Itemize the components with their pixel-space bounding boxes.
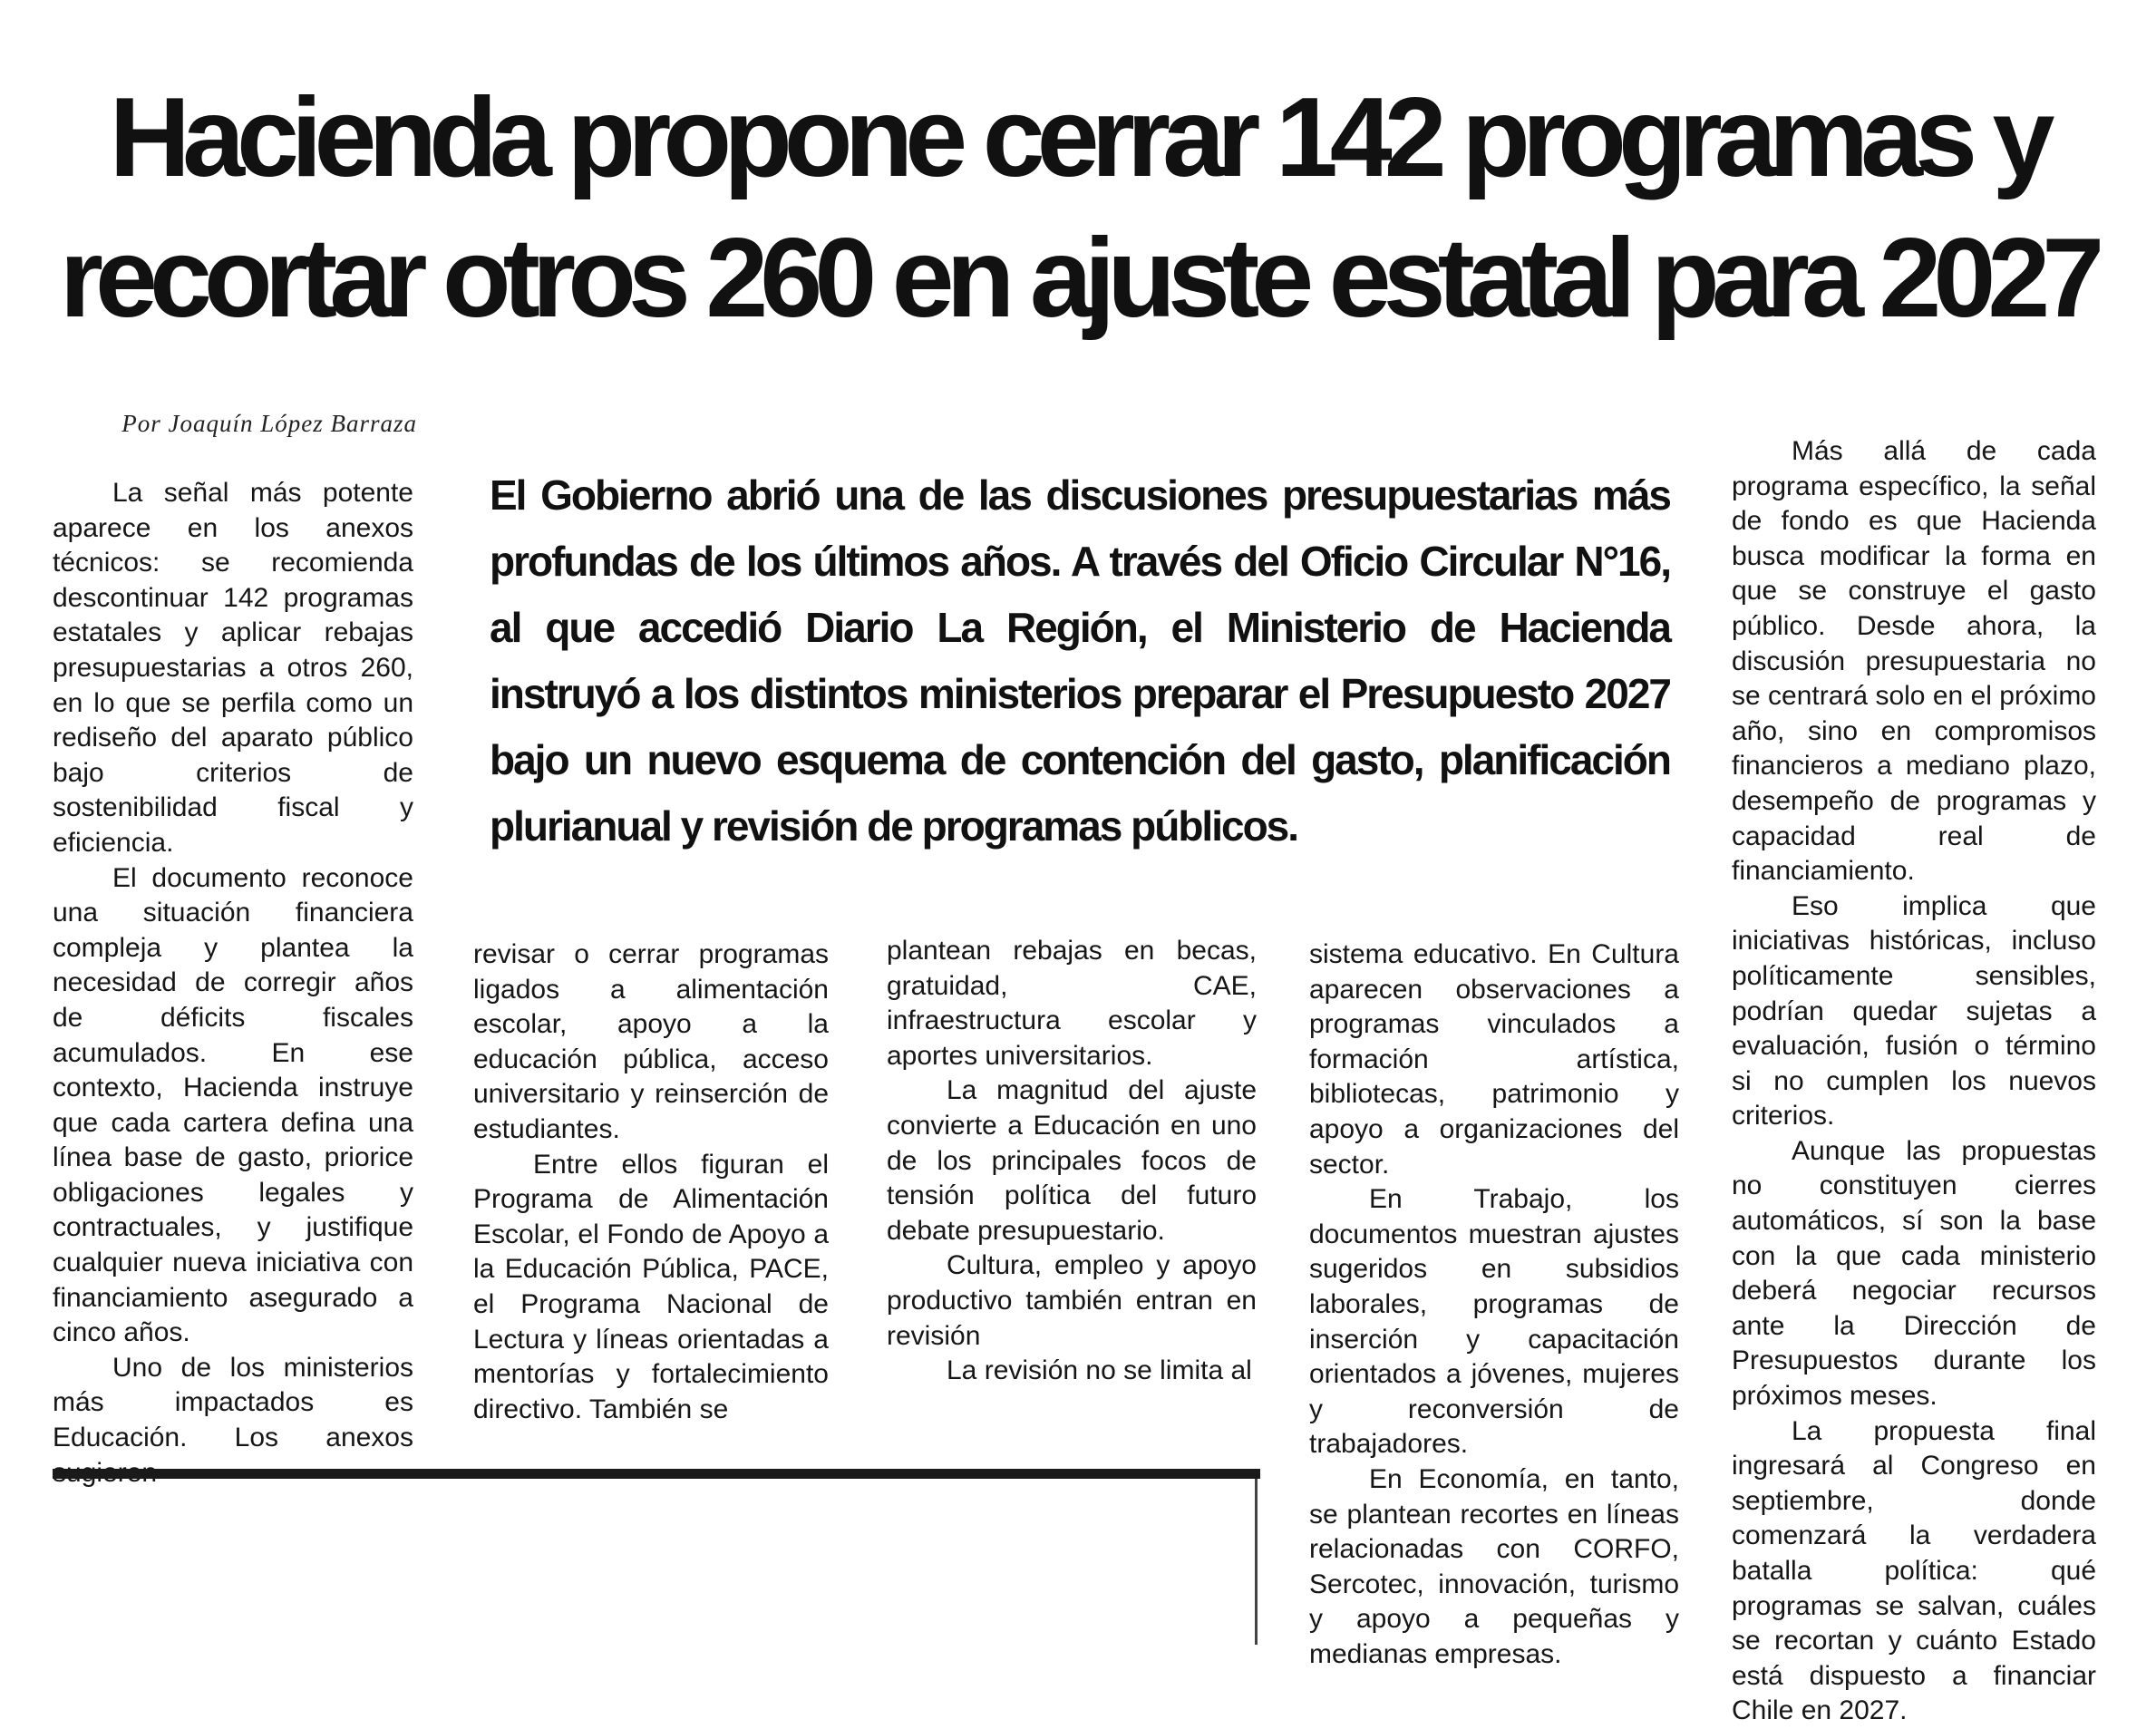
paragraph: La revisión no se limita al <box>947 1355 1252 1386</box>
paragraph: Más allá de cada programa específico, la señal de fondo es que Hacienda busca modificar la forma en que se construye el gasto público. Desde ahora, la discusión presupuestaria no se centrará solo en el próximo año, sino en compromisos financieros a mediano plazo, desempeño de programas y capacidad real de financiamiento. <box>1732 436 2096 887</box>
subheading: Cultura, empleo y apoyo productivo también entran en revisión <box>887 1250 1257 1351</box>
headline-line-1: Hacienda propone cerrar 142 programas y <box>109 75 2047 200</box>
headline-line-2: recortar otros 260 en ajuste estatal para 2027 <box>59 216 2097 341</box>
paragraph-continued: plantean rebajas en becas, gratuidad, CAE, infraestructura escolar y aportes universitarios. <box>887 936 1257 1071</box>
article-column-2 <box>473 937 829 1427</box>
paragraph: Uno de los ministerios más impactados es Educación. Los anexos <box>53 1352 413 1453</box>
article-column-3 <box>887 934 1257 1389</box>
article-column-1 <box>53 476 413 1491</box>
section-divider-rule <box>53 1469 1260 1479</box>
paragraph: Entre ellos figuran el Programa de Alimentación Escolar, el Fondo de Apoyo a la Educación Pública, PACE, el Programa Nacional de Lectura y líneas orientadas a mentorías y fortalecimiento directivo. También se <box>473 1149 829 1424</box>
paragraph: Aunque las propuestas no constituyen cierres automáticos, sí son la base con la que cada ministerio deberá negociar recursos ante la Dirección de Presupuestos durante los próximos meses. <box>1732 1135 2096 1412</box>
article-column-4 <box>1309 937 1679 1672</box>
paragraph: En Trabajo, los documentos muestran ajustes sugeridos en subsidios laborales, programas de inserción y capacitación orientados a jóvenes, mujeres y reconversión de trabajadores. <box>1309 1184 1679 1460</box>
paragraph-continued: sistema educativo. En Cultura aparecen observaciones a programas vinculados a formación artística, bibliotecas, patrimonio y apoyo a organizaciones del sector. <box>1309 939 1679 1180</box>
paragraph: La propuesta final ingresará al Congreso en septiembre, donde comenzará la verdadera batalla política: qué programas se salvan, cuáles se recortan y cuánto Estado está dispuesto a financiar Chile en 2027. <box>1732 1415 2096 1726</box>
lead-paragraph: El Gobierno abrió una de las discusiones presupuestarias más profundas de los últimos años. A través del Oficio Circular N°16, al que accedió Diario La Región, el Ministerio de Hacienda instruyó a los distintos ministerios preparar el Presupuesto 2027 bajo un nuevo esquema de contención del gasto, planificación plurianual y revisión de programas públicos. <box>490 471 1670 850</box>
paragraph: Eso implica que iniciativas históricas, incluso políticamente sensibles, podrían quedar sujetas a evaluación, fusión o término si no cumplen los nuevos criterios. <box>1732 890 2096 1132</box>
paragraph: La señal más potente aparece en los anexos técnicos: se recomienda descontinuar 142 programas estatales y aplicar rebajas presupuestarias a otros 260, en lo que se perfila como un rediseño del aparato público bajo criterios de sostenibilidad fiscal y eficiencia. <box>53 478 413 858</box>
paragraph-continued: revisar o cerrar programas ligados a alimentación escolar, apoyo a la educación pública, acceso universitario y reinserción de estudiantes. <box>473 939 829 1144</box>
paragraph: La magnitud del ajuste convierte a Educación en uno de los principales focos de tensión política del futuro debate presupuestario. <box>887 1075 1257 1246</box>
paragraph: En Economía, en tanto, se plantean recortes en líneas relacionadas con CORFO, Sercotec, innovación, turismo y apoyo a pequeñas y medianas empresas. <box>1309 1463 1679 1669</box>
byline: Por Joaquín López Barraza <box>121 410 417 437</box>
paragraph: El documento reconoce una situación financiera compleja y plantea la necesidad de corregir años de déficits fiscales acumulados. En ese contexto, Hacienda instruye que cada cartera defina una línea base de gasto, priorice obligaciones legales y contractuales, y justifique cualquier nueva iniciativa con financiamiento asegurado a cinco años. <box>53 862 413 1348</box>
divider-vertical-tick <box>1255 1479 1258 1645</box>
article-column-5 <box>1732 434 2096 1729</box>
